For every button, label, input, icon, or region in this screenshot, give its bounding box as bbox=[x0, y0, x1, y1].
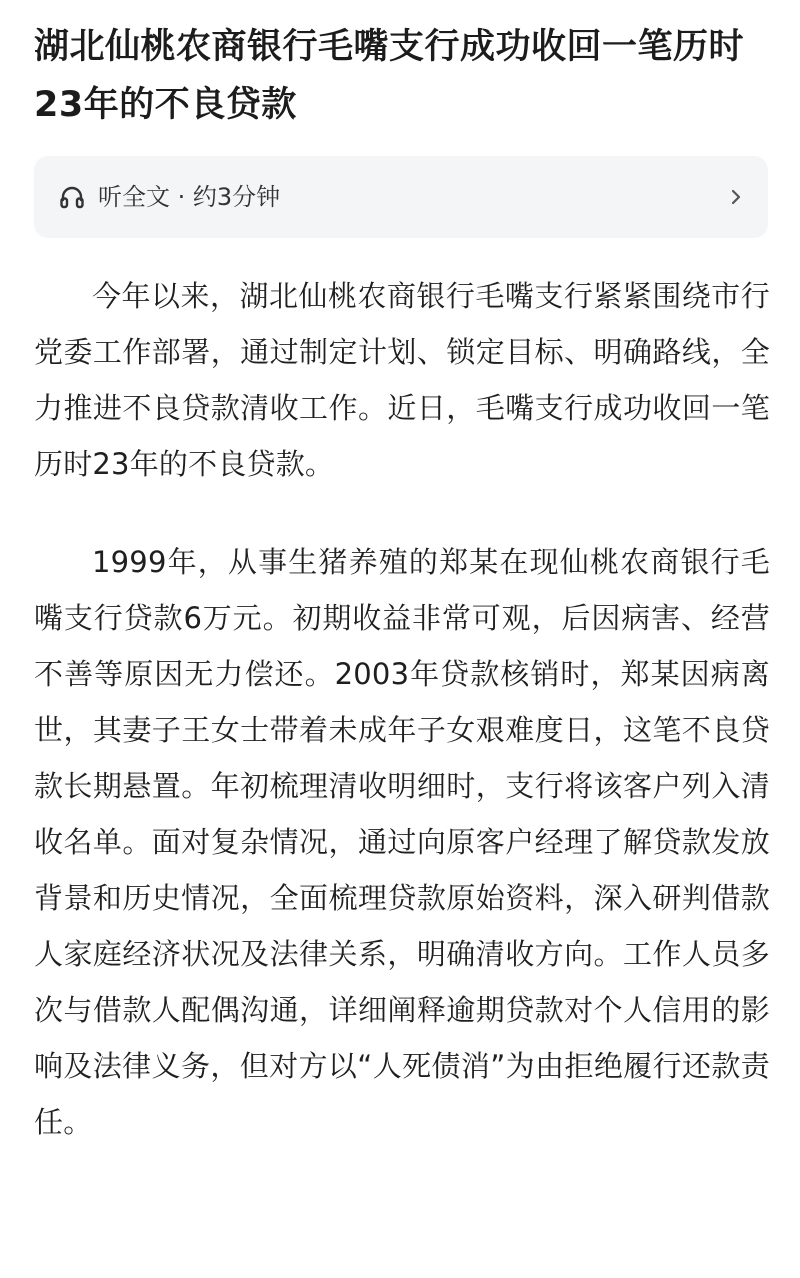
article-body bbox=[34, 268, 770, 1150]
article-paragraph-1: 今年以来，湖北仙桃农商银行毛嘴支行紧紧围绕市行党委工作部署，通过制定计划、锁定目标、明确路线，全力推进不良贷款清收工作。近日，毛嘴支行成功收回一笔历时23年的不良贷款。 bbox=[34, 279, 770, 481]
headphones-icon bbox=[58, 183, 86, 211]
listen-label: 听全文 · 约3分钟 bbox=[98, 183, 281, 211]
listen-full-text-button[interactable] bbox=[34, 156, 768, 238]
chevron-right-icon bbox=[728, 185, 744, 209]
article-paragraph-2: 1999年，从事生猪养殖的郑某在现仙桃农商银行毛嘴支行贷款6万元。初期收益非常可观，后因病害、经营不善等原因无力偿还。2003年贷款核销时，郑某因病离世，其妻子王女士带着未成年子女艰难度日，这笔不良贷款长期悬置。年初梳理清收明细时，支行将该客户列入清收名单。面对复杂情况，通过向原客户经理了解贷款发放背景和历史情况，全面梳理贷款原始资料，深入研判借款人家庭经济状况及法律关系，明确清收方向。工作人员多次与借款人配偶沟通，详细阐释逾期贷款对个人信用的影响及法律义务，但对方以“人死债消”为由拒绝履行还款责任。 bbox=[34, 545, 770, 1139]
article-title: 湖北仙桃农商银行毛嘴支行成功收回一笔历时23年的不良贷款 bbox=[34, 27, 745, 125]
